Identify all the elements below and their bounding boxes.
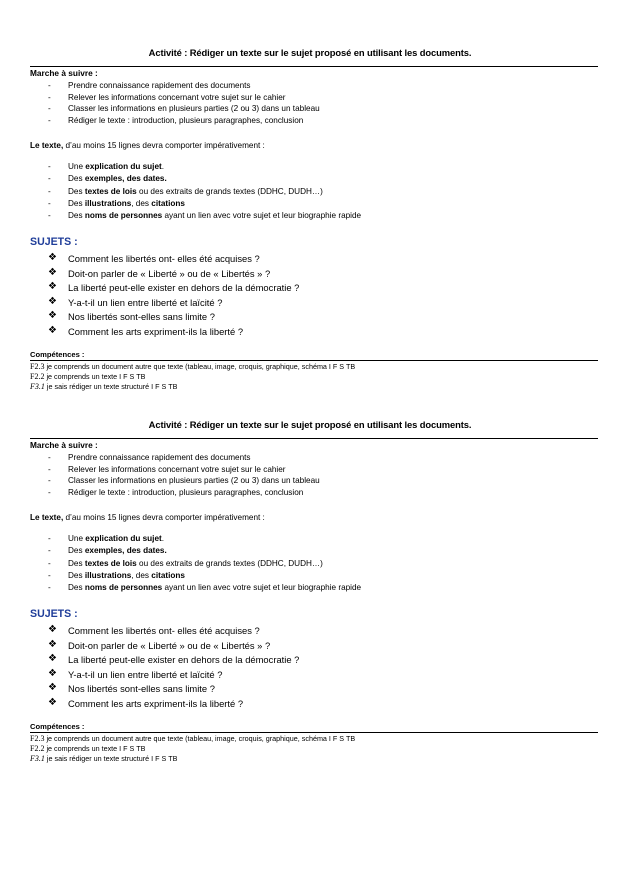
sujets-heading: SUJETS : [30, 236, 78, 248]
dash-icon: - [48, 81, 51, 90]
dash-icon: - [48, 174, 51, 184]
list-item: - Des illustrations, des citations [48, 198, 361, 210]
competences-label: Compétences : [30, 350, 85, 359]
list-item: ❖ Comment les libertés ont- elles été acquises ? [48, 624, 260, 636]
diamond-bullet-icon: ❖ [48, 667, 57, 679]
dash-icon: - [48, 186, 51, 196]
list-item: ❖ Comment les arts expriment-ils la liberté ? [48, 696, 244, 709]
dash-icon: - [48, 546, 51, 556]
diamond-bullet-icon: ❖ [48, 266, 57, 278]
diamond-bullet-icon: ❖ [48, 252, 57, 263]
dash-icon: - [48, 464, 51, 474]
list-item: - Des exemples, des dates. [48, 173, 361, 185]
list-item: ❖ La liberté peut-elle exister en dehors de la démocratie ? [48, 653, 300, 666]
list-item: - Des noms de personnes ayant un lien avec votre sujet et leur biographie rapide [48, 210, 361, 222]
list-item: - Des noms de personnes ayant un lien avec votre sujet et leur biographie rapide [48, 582, 361, 594]
subjects-list [48, 252, 299, 340]
list-item: F2.3 je comprends un document autre que texte (tableau, image, croquis, graphique, schéma I F S TB [30, 734, 356, 743]
activity-title: Activité : Rédiger un texte sur le sujet proposé en utilisant les documents. [148, 419, 472, 430]
list-item: - Des textes de lois ou des extraits de grands textes (DDHC, DUDH…) [48, 186, 361, 198]
divider [30, 66, 598, 67]
divider [30, 732, 598, 733]
divider [30, 360, 598, 361]
diamond-bullet-icon: ❖ [48, 638, 57, 650]
dash-icon: - [48, 583, 51, 593]
list-item: ❖ Nos libertés sont-elles sans limite ? [48, 310, 215, 323]
diamond-bullet-icon: ❖ [48, 281, 57, 293]
list-item: ❖ Y-a-t-il un lien entre liberté et laïcité ? [48, 667, 223, 680]
steps-list [48, 452, 320, 498]
list-item: - Une explication du sujet. [48, 533, 361, 545]
dash-icon: - [48, 476, 51, 486]
list-item: F2.3 je comprends un document autre que texte (tableau, image, croquis, graphique, schéma I F S TB [30, 362, 356, 371]
list-item: - Prendre connaissance rapidement des documents [48, 81, 251, 90]
divider [30, 438, 598, 439]
list-item: - Prendre connaissance rapidement des documents [48, 453, 251, 462]
list-item: - Relever les informations concernant votre sujet sur le cahier [48, 92, 286, 102]
diamond-bullet-icon: ❖ [48, 295, 57, 307]
dash-icon: - [48, 570, 51, 580]
dash-icon: - [48, 487, 51, 497]
dash-icon: - [48, 162, 51, 171]
list-item: - Des textes de lois ou des extraits de grands textes (DDHC, DUDH…) [48, 558, 361, 570]
sujets-heading: SUJETS : [30, 608, 78, 620]
diamond-bullet-icon: ❖ [48, 653, 57, 665]
dash-icon: - [48, 453, 51, 462]
steps-list [48, 80, 320, 126]
text-intro: Le texte, d’au moins 15 lignes devra comporter impérativement : [30, 513, 265, 522]
marche-label: Marche à suivre : [30, 440, 98, 450]
list-item: ❖ Doit-on parler de « Liberté » ou de « Libertés » ? [48, 266, 271, 279]
list-item: - Classer les informations en plusieurs parties (2 ou 3) dans un tableau [48, 104, 320, 114]
list-item: - Une explication du sujet. [48, 161, 361, 173]
list-item: ❖ Y-a-t-il un lien entre liberté et laïcité ? [48, 295, 223, 308]
requirements-list [48, 161, 361, 222]
competences-list [30, 734, 355, 763]
diamond-bullet-icon: ❖ [48, 624, 57, 635]
list-item: ❖ Comment les arts expriment-ils la liberté ? [48, 324, 244, 337]
requirements-list [48, 533, 361, 594]
list-item: - Des exemples, des dates. [48, 545, 361, 557]
list-item: ❖ Nos libertés sont-elles sans limite ? [48, 682, 215, 695]
diamond-bullet-icon: ❖ [48, 696, 57, 708]
list-item: F2.2 je comprends un texte I F S TB [30, 743, 146, 753]
list-item: F3.1 je sais rédiger un texte structuré I F S TB [30, 753, 178, 763]
subjects-list [48, 624, 299, 712]
list-item: - Rédiger le texte : introduction, plusieurs paragraphes, conclusion [48, 487, 304, 497]
list-item: ❖ La liberté peut-elle exister en dehors de la démocratie ? [48, 281, 300, 294]
list-item: - Relever les informations concernant votre sujet sur le cahier [48, 464, 286, 474]
list-item: ❖ Doit-on parler de « Liberté » ou de « Libertés » ? [48, 638, 271, 651]
text-intro: Le texte, d’au moins 15 lignes devra comporter impérativement : [30, 141, 265, 150]
diamond-bullet-icon: ❖ [48, 682, 57, 694]
competences-list [30, 362, 355, 391]
dash-icon: - [48, 92, 51, 102]
dash-icon: - [48, 534, 51, 543]
dash-icon: - [48, 104, 51, 114]
list-item: F2.2 je comprends un texte I F S TB [30, 371, 146, 381]
dash-icon: - [48, 115, 51, 125]
dash-icon: - [48, 211, 51, 221]
list-item: ❖ Comment les libertés ont- elles été acquises ? [48, 252, 260, 264]
list-item: F3.1 je sais rédiger un texte structuré I F S TB [30, 381, 178, 391]
competences-label: Compétences : [30, 722, 85, 731]
dash-icon: - [48, 558, 51, 568]
list-item: - Classer les informations en plusieurs parties (2 ou 3) dans un tableau [48, 476, 320, 486]
diamond-bullet-icon: ❖ [48, 310, 57, 322]
list-item: - Rédiger le texte : introduction, plusieurs paragraphes, conclusion [48, 115, 304, 125]
marche-label: Marche à suivre : [30, 68, 98, 78]
activity-title: Activité : Rédiger un texte sur le sujet proposé en utilisant les documents. [148, 47, 472, 58]
list-item: - Des illustrations, des citations [48, 570, 361, 582]
dash-icon: - [48, 198, 51, 208]
diamond-bullet-icon: ❖ [48, 324, 57, 336]
